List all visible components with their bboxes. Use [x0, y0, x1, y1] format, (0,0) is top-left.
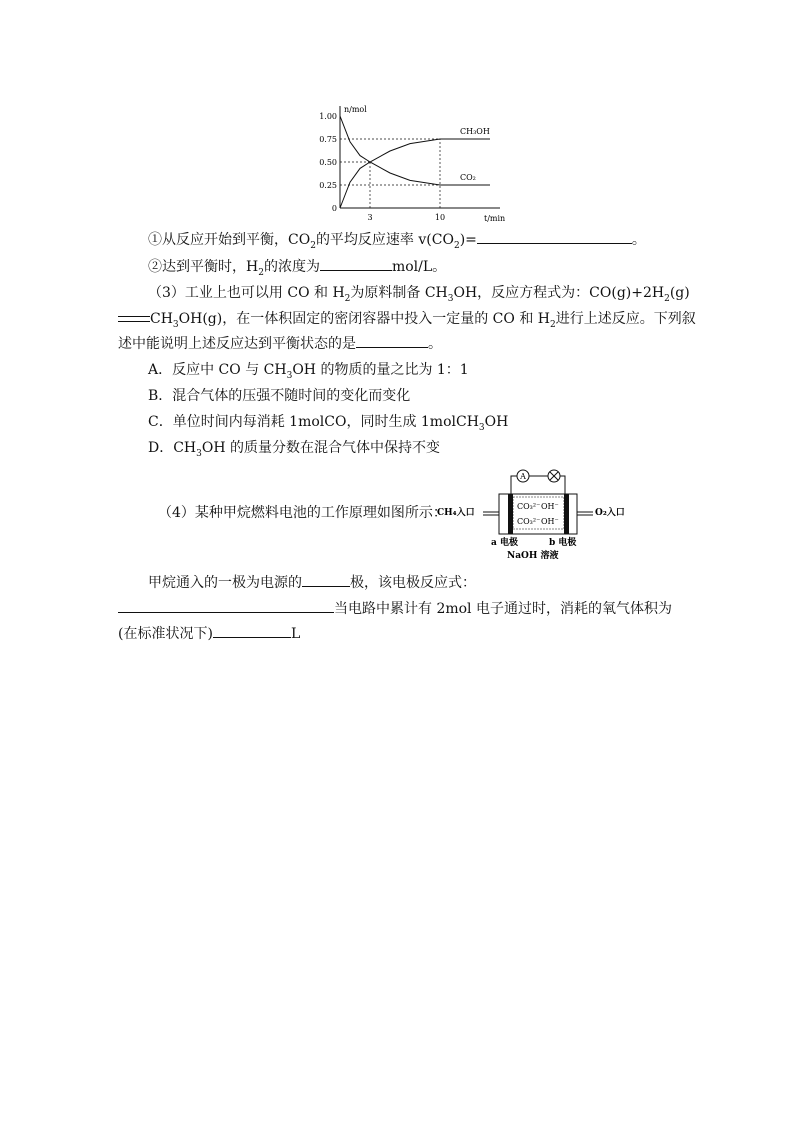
option-c: C．单位时间内每消耗 1molCO，同时生成 1molCH$_3$OH	[148, 414, 509, 433]
hydroxide-ion-label: OH⁻	[541, 502, 559, 511]
question-5-line-3: (在标准状况下) L	[118, 623, 300, 644]
answer-blank[interactable]	[118, 598, 334, 613]
fuel-cell-diagram	[437, 468, 637, 563]
question-3-line-1: （3）工业上也可以用 CO 和 $H_2$为原料制备 $CH_3OH$，反应方程式为：$CO(g)+2H_2(g)$	[148, 285, 690, 304]
series-label-CH3OH: CH₃OH	[460, 127, 490, 136]
hydroxide-ion-label: OH⁻	[541, 517, 559, 526]
ch4-inlet-label: CH₄入口	[437, 508, 475, 518]
y-tick-label: 0	[331, 204, 337, 213]
answer-blank[interactable]	[302, 572, 350, 587]
option-b: B．混合气体的压强不随时间的变化而变化	[148, 388, 411, 404]
x-tick-label: 10	[434, 213, 446, 222]
electrode-a	[508, 494, 513, 534]
answer-blank[interactable]	[320, 256, 392, 271]
question-2: ②达到平衡时，$H_2$的浓度为 mol/L。	[148, 256, 446, 283]
option-d: D．$CH_3OH$ 的质量分数在混合气体中保持不变	[148, 440, 441, 459]
electrode-b-label: b 电极	[549, 538, 577, 548]
question-4: （4）某种甲烷燃料电池的工作原理如图所示：	[158, 505, 447, 521]
series-label-CO2: CO₂	[460, 173, 476, 182]
carbonate-ion-label: CO₃²⁻	[517, 502, 541, 511]
question-5-line-1: 甲烷通入的一极为电源的 极，该电极反应式：	[148, 572, 476, 593]
x-tick-label: 3	[367, 213, 373, 222]
x-axis-label: t/min	[484, 214, 506, 223]
question-3-line-3: 述中能说明上述反应达到平衡状态的是 。	[118, 333, 442, 354]
answer-blank[interactable]	[477, 229, 632, 244]
y-tick-label: 0.25	[319, 181, 337, 190]
electrode-a-label: a 电极	[491, 538, 518, 548]
carbonate-ion-label: CO₃²⁻	[517, 517, 541, 526]
concentration-time-chart	[313, 98, 506, 223]
equilibrium-arrow-icon	[118, 313, 150, 325]
y-tick-label: 1.00	[319, 112, 337, 121]
solution-label: NaOH 溶液	[507, 551, 559, 561]
y-tick-label: 0.50	[319, 158, 337, 167]
question-3-line-2: $CH_3OH(g)$，在一体积固定的密闭容器中投入一定量的 CO 和 $H_2$进行上述反应。下列叙	[118, 309, 696, 335]
ammeter-label: A	[520, 472, 526, 481]
y-tick-label: 0.75	[319, 135, 337, 144]
answer-blank[interactable]	[213, 623, 291, 638]
electrode-b	[564, 494, 569, 534]
answer-blank[interactable]	[356, 333, 428, 348]
o2-inlet-label: O₂入口	[595, 508, 625, 518]
option-a: A．反应中 CO 与 $CH_3OH$ 的物质的量之比为 1：1	[148, 362, 469, 381]
question-5-line-2: 当电路中累计有 2mol 电子通过时，消耗的氧气体积为	[118, 598, 672, 619]
question-1: ①从反应开始到平衡，$CO_2$的平均反应速率 $v(CO_2)=$ 。	[148, 229, 646, 256]
y-axis-label: n/mol	[344, 105, 367, 114]
